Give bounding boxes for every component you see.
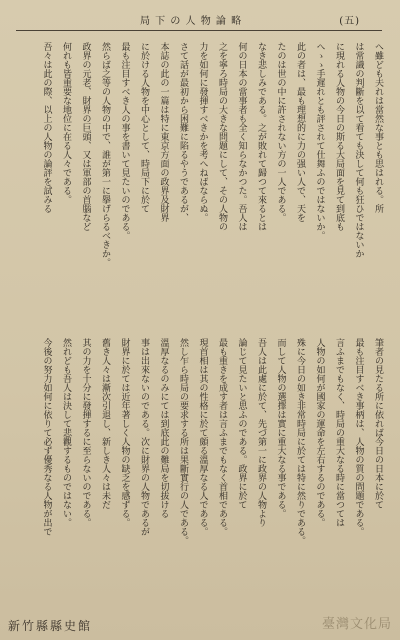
header-rule — [16, 30, 382, 31]
text-column: へ雖ども夫れは當然な事とも思はれる。所 — [373, 42, 383, 213]
text-column: 溫厚なるのみにては到底此の難局を切拔ける — [158, 338, 169, 518]
text-column: 最も注目すべき人の事を書いて見たいのである。 — [119, 42, 130, 240]
text-column: へゝゝ手遲れとも評されて仕舞ふのではないか。 — [314, 42, 325, 240]
text-column: 最も注目すべき事柄は、人物の質の問題である。 — [353, 338, 364, 536]
text-column: 然らば之等の人物の中で、誰が第一に擧げらるべきか。 — [100, 42, 110, 267]
header-title: 局 下 の 人 物 論 略 — [140, 16, 243, 27]
text-column: は常識の判斷を以て看ても決して何も狂ひではないか — [353, 42, 364, 258]
text-column: 殊に今日の如き非常時局に於ては特に然りである。 — [295, 338, 305, 545]
text-column: 筆者の見たる所に依れば今日の日本に於て — [373, 338, 383, 509]
text-column: 財界に於ては近年著しく人物の缺乏を感ずる。 — [119, 338, 130, 527]
text-column: に現れる人物の今日の斯る大局面を見て到底も — [334, 42, 344, 231]
text-column: たのは世の中に許されない方の一人である。 — [275, 42, 286, 222]
page-number: (五) — [339, 16, 360, 27]
text-column: 其の力を十分に發揮するに至らないのである。 — [80, 338, 91, 527]
text-column: 事は出來ないのである。次に財界の人物であるが — [139, 338, 149, 536]
running-header — [140, 12, 360, 28]
text-column: 而して人物の選擇は實に重大なる事である。 — [275, 338, 286, 518]
text-column: 論じて見たいと思ふのである。政界に於て — [236, 338, 247, 509]
text-column: 最も重きを成す者は言ふまでもなく首相である。 — [217, 338, 227, 536]
text-column: 何の日本の當事者も全く知らなかつた。吾人は — [236, 42, 247, 231]
text-column: に於ける人物を中心として、時局下に於て — [139, 42, 149, 213]
text-column: なき悲しみである。之が敗れて歸つて來るとは — [256, 42, 266, 231]
text-column: 然れども吾人は決して悲觀するものではない。 — [61, 338, 71, 527]
text-column: 之を寧ろ時局の大きな問題にして、その人物の — [217, 42, 227, 231]
text-column: 此の者は、最も理想的に力の强い人で、天を — [295, 42, 305, 222]
text-column: 吾々は此の際、以上の人物の論評を試みる — [41, 42, 52, 213]
text-column: 舊き人々は漸次引退し、新しき人々は未だ — [100, 338, 110, 509]
text-column: 何れも皆重要な地位に在る人々である。 — [61, 42, 71, 204]
library-watermark: 新竹縣縣史館 — [8, 619, 93, 633]
text-column: 人物の如何が國家の運命を左右するのである。 — [314, 338, 325, 527]
text-column: 吾人は此處に於て、先づ第一に政界の人物より — [256, 338, 266, 527]
text-column: 政界の元老、財界の巨頭、又は軍部の首腦など — [80, 42, 91, 231]
text-column: 今後の努力如何に依りて必ず優秀なる人物が出で — [41, 338, 52, 536]
text-column: 現首相は其の性格に於て頗る溫厚なる人である。 — [197, 338, 208, 536]
archive-watermark: 臺灣文化局 — [321, 617, 392, 632]
text-column: さて話が最初から困難に陷るやうであるが、 — [178, 42, 188, 222]
text-column: 然し乍ら時局の要求する所は果斷實行の人である。 — [178, 338, 188, 545]
text-column: 本誌の此の一篇は特に東京方面の政界及財界 — [158, 42, 169, 222]
text-column: 言ふまでもなく、時局の重大なる時に當つては — [334, 338, 344, 527]
text-column: 力を如何に發揮すべきかを考へねばならぬ。 — [197, 42, 208, 222]
